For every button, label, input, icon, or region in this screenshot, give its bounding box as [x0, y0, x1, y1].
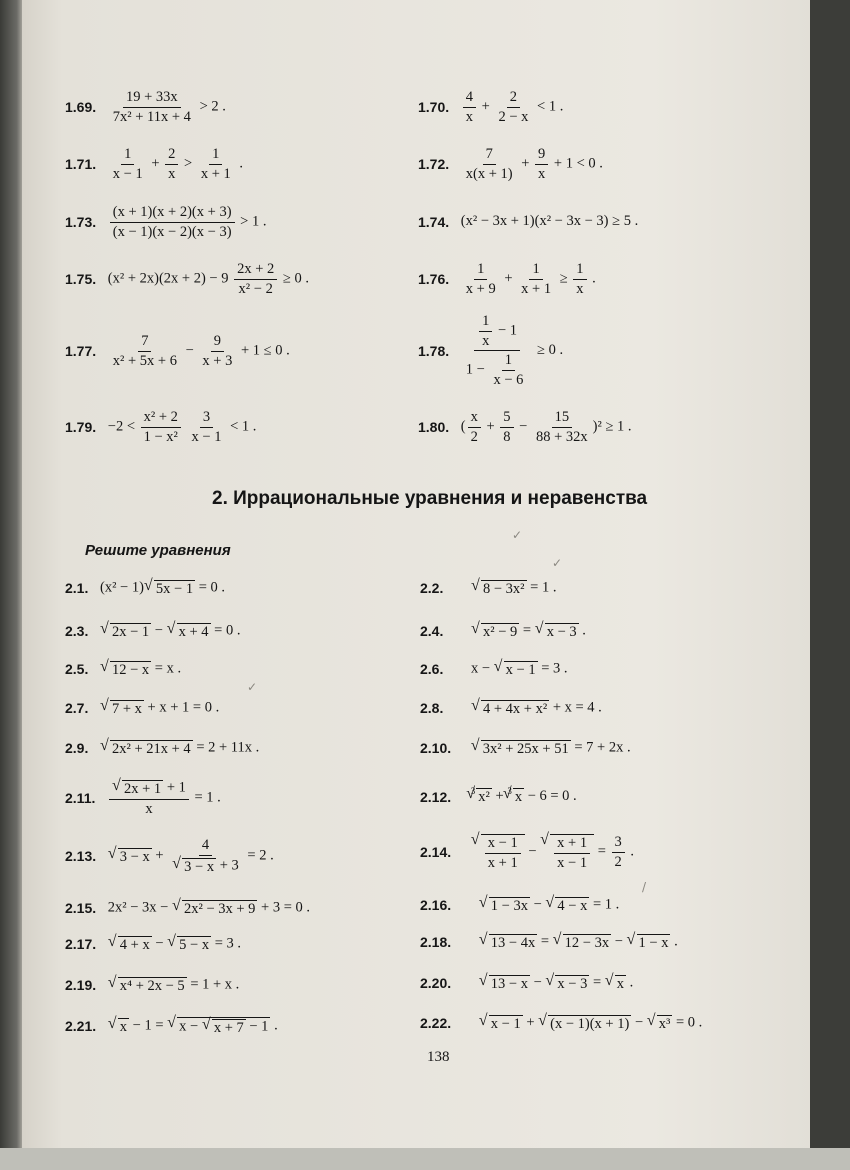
section-title: 2. Иррациональные уравнения и неравенства: [212, 488, 648, 509]
problem-number: 2.14.: [420, 844, 452, 860]
square-root: √ x: [605, 975, 626, 992]
fraction: $\frac{3}{2}$: [612, 835, 625, 869]
compound-fraction: $\frac{1}{x}$ − 1 1 − $\frac{1}{x - 6}$: [463, 314, 532, 387]
problem-number: 1.71.: [65, 156, 97, 172]
problem-1-78: 1.78. $\frac{1}{x}$ − 1 1 − $\frac{1}{x - 6}$ ≥ 0 .: [418, 313, 564, 388]
problem-1-73: 1.73. $\frac{(x + 1)(x + 2)(x + 3)}{(x - 1)(x - 2)(x - 3)}$ > 1 .: [65, 204, 267, 240]
fraction: $\frac{x}{2}$: [468, 410, 481, 444]
problem-1-77: 1.77. $\frac{7}{\text{x² + 5x + 6}}$ − $\frac{9}{x + 3}$ + 1 ≤ 0 .: [65, 333, 290, 369]
problem-2-3: 2.3. √ 2x − 1 − √ x + 4 = 0 .: [65, 623, 240, 640]
problem-number: 1.80.: [418, 419, 450, 435]
problem-1-72: 1.72. $\frac{7}{x(x + 1)}$ + $\frac{9}{x}$ + 1 < 0 .: [418, 146, 603, 182]
fraction: $\frac{7}{x(x + 1)}$: [465, 146, 513, 182]
fraction: $\frac{(x + 1)(x + 2)(x + 3)}{(x - 1)(x - 2)(x - 3)}$: [110, 205, 235, 239]
square-root: √ x − 3: [545, 975, 589, 992]
problem-number: 2.9.: [65, 740, 89, 757]
problem-number: 2.16.: [420, 897, 452, 914]
square-root: √ 2x + 1: [112, 780, 163, 797]
problem-2-13: 2.13. √ 3 − x + 4 √ 3 − x + 3 = 2 .: [65, 838, 274, 874]
pencil-check-mark: ✓: [552, 556, 563, 570]
fraction: $\frac{1}{x}$: [573, 262, 586, 296]
problem-number: 2.18.: [420, 934, 452, 951]
square-root: √ 2x² − 3x + 9: [172, 900, 257, 917]
square-root: √ x + 7: [202, 1019, 246, 1036]
pencil-check-mark: ✓: [247, 680, 258, 694]
fraction: $\frac{1}{x - 1}$: [112, 146, 143, 182]
pencil-check-mark: /: [642, 880, 647, 894]
fraction: $\frac{5}{8}$: [500, 410, 513, 444]
problem-number: 2.5.: [65, 661, 89, 678]
problem-number: 2.8.: [420, 700, 444, 717]
problem-number: 2.2.: [420, 580, 444, 597]
cube-root: √ x: [503, 788, 524, 805]
square-root: √ 13 − 4x: [479, 934, 537, 951]
problem-number: 1.73.: [65, 214, 97, 230]
square-root: √ 12 − x: [100, 661, 151, 678]
problem-number: 2.19.: [65, 977, 97, 994]
fraction: √ $\frac{2x + 1 + 1}{x}$: [109, 780, 189, 816]
fraction: √ $\frac{x - 1}{x + 1}$: [485, 836, 521, 870]
fraction: $\frac{2}{x}$: [165, 147, 178, 181]
square-root: √ 3 − x: [172, 858, 216, 875]
fraction: $\frac{19 + 33x}{\text{7x² + 11x + 4}}$: [112, 89, 191, 125]
square-root: √ x⁴ + 2x − 5: [108, 977, 187, 994]
square-root: √ 5 − x: [167, 936, 211, 953]
problem-number: 1.69.: [65, 99, 97, 115]
square-root: [471, 834, 525, 870]
problem-2-16: 2.16. √ 1 − 3x − √ 4 − x = 1 .: [420, 897, 619, 914]
fraction: $\frac{7}{\text{x² + 5x + 6}}$: [112, 333, 177, 369]
square-root: √ 13 − x: [479, 975, 530, 992]
problem-1-74: 1.74. (x² − 3x + 1)(x² − 3x − 3) ≥ 5 .: [418, 213, 639, 230]
problem-number: 2.12.: [420, 788, 452, 805]
problem-number: 2.20.: [420, 975, 452, 992]
square-root: √ 4 + x: [108, 936, 152, 953]
fraction: $\frac{1}{x}$: [479, 314, 492, 348]
square-root: √ 2x − 1: [100, 623, 151, 640]
square-root: [540, 834, 594, 870]
square-root: √ 4 − x: [545, 897, 589, 914]
square-root: √ (x − 1)(x + 1): [538, 1015, 631, 1032]
problem-number: 1.78.: [418, 342, 450, 359]
problem-number: 1.79.: [65, 419, 97, 435]
page-number: 138: [427, 1049, 450, 1065]
square-root: √ x − 3: [535, 623, 579, 640]
square-root: √ 3 − x: [108, 848, 152, 865]
problem-1-75: 1.75. (x² + 2x)(2x + 2) − 9 $\frac{2x + 2}{\text{x² − 2}}$ ≥ 0 .: [65, 261, 309, 297]
fraction: $\frac{2x + 2}{\text{x² − 2}}$: [234, 262, 277, 296]
square-root: √ x: [108, 1018, 129, 1035]
problem-2-14: 2.14. √ $\frac{x - 1}{x + 1}$ − √ $\frac{x + 1}{x - 1}$ = $\frac{3}{2}$ .: [420, 834, 634, 870]
problem-number: 1.74.: [418, 213, 450, 230]
problem-1-80: 1.80. ( $\frac{x}{2}$ + $\frac{5}{8}$ − $\frac{15}{88 + 32x}$ )² ≥ 1 .: [418, 409, 632, 445]
fraction: $\frac{1}{x + 1}$: [521, 261, 552, 297]
problem-1-69: 1.69. $\frac{19 + 33x}{\text{7x² + 11x + 4}}$ > 2 .: [65, 89, 226, 125]
problem-number: 2.6.: [420, 661, 444, 678]
problem-number: 2.10.: [420, 740, 452, 757]
fraction: $\frac{1}{x + 1}$: [200, 146, 231, 182]
problem-number: 2.1.: [65, 580, 89, 597]
problem-number: 1.75.: [65, 271, 97, 287]
problem-1-76: 1.76. $\frac{1}{x + 9}$ + $\frac{1}{x + 1}$ ≥ $\frac{1}{x}$ .: [418, 261, 596, 297]
problem-number: 2.11.: [65, 790, 96, 806]
problem-number: 1.70.: [418, 99, 450, 115]
fraction: $\frac{1}{x + 9}$: [465, 261, 496, 297]
problem-2-2: 2.2. √ 8 − 3x² = 1 .: [420, 580, 556, 597]
problem-number: 1.76.: [418, 271, 450, 287]
problem-2-19: 2.19. √ x⁴ + 2x − 5 = 1 + x .: [65, 977, 239, 994]
problem-number: 2.22.: [420, 1015, 452, 1032]
scanner-bed: [0, 1148, 850, 1170]
problem-2-10: 2.10. √ 3x² + 25x + 51 = 7 + 2x .: [420, 740, 631, 757]
square-root: √ x³: [647, 1015, 673, 1032]
fraction: $\frac{15}{88 + 32x}$: [535, 409, 588, 445]
fraction: $\frac{\text{x² + 2}}{\text{1 − x²}}$: [141, 410, 181, 444]
pencil-check-mark: ✓: [512, 528, 523, 542]
problem-2-17: 2.17. √ 4 + x − √ 5 − x = 3 .: [65, 936, 241, 953]
problem-number: 1.72.: [418, 156, 450, 172]
problem-1-71: 1.71. $\frac{1}{x - 1}$ + $\frac{2}{x}$ > $\frac{1}{x + 1}$ .: [65, 146, 244, 182]
square-root: √ x − 1: [479, 1015, 523, 1032]
problem-2-21: 2.21. √ x − 1 = √ x − √ x + 7 − 1 .: [65, 1017, 278, 1036]
problem-2-6: 2.6. x − √ x − 1 = 3 .: [420, 661, 568, 678]
problem-2-12: 2.12. $^3$√ x² + $^3$√ x − 6 = 0 .: [420, 787, 577, 805]
problem-2-5: 2.5. √ 12 − x = x .: [65, 661, 181, 678]
square-root: √ 1 − 3x: [479, 897, 530, 914]
problem-2-15: 2.15. 2x² − 3x − √ 2x² − 3x + 9 + 3 = 0 .: [65, 900, 310, 917]
problem-number: 2.13.: [65, 848, 97, 864]
problem-1-70: 1.70. $\frac{4}{x}$ + $\frac{2}{2 - x}$ < 1 .: [418, 89, 564, 125]
square-root: √ 12 − 3x: [553, 934, 611, 951]
fraction: √ $\frac{x + 1}{x - 1}$: [554, 836, 590, 870]
square-root: √ 3x² + 25x + 51: [471, 740, 571, 757]
problem-2-18: 2.18. √ 13 − 4x = √ 12 − 3x − √ 1 − x .: [420, 934, 678, 951]
square-root: √ 8 − 3x²: [471, 580, 527, 597]
book-binding-shadow: [0, 0, 24, 1150]
problem-2-11: 2.11. √ $\frac{2x + 1 + 1}{x}$ = 1 .: [65, 780, 221, 816]
square-root: √ x² − 9: [471, 623, 519, 640]
problem-1-79: 1.79. −2 < $\frac{\text{x² + 2}}{\text{1 − x²}}$ $\frac{3}{x - 1}$ < 1 .: [65, 409, 257, 445]
fraction: $\frac{2}{2 - x}$: [498, 89, 529, 125]
square-root: √ 5x − 1: [144, 580, 195, 597]
fraction: $\frac{3}{x - 1}$: [191, 409, 222, 445]
problem-2-20: 2.20. √ 13 − x − √ x − 3 = √ x .: [420, 975, 633, 992]
problem-number: 1.77.: [65, 343, 97, 359]
problem-2-9: 2.9. √ 2x² + 21x + 4 = 2 + 11x .: [65, 740, 259, 757]
square-root: √ 7 + x: [100, 700, 144, 717]
problem-2-4: 2.4. √ x² − 9 = √ x − 3 .: [420, 623, 586, 640]
square-root: √ 1 − x: [627, 934, 671, 951]
square-root: √ x − 1: [494, 661, 538, 678]
problem-2-7: 2.7. √ 7 + x + x + 1 = 0 .: [65, 700, 219, 717]
problem-number: 2.21.: [65, 1018, 97, 1035]
fraction: $\frac{9}{x}$: [535, 147, 548, 181]
problem-2-8: 2.8. √ 4 + 4x + x² + x = 4 .: [420, 700, 602, 717]
fraction: $\frac{9}{x + 3}$: [202, 333, 233, 369]
problem-number: 2.17.: [65, 936, 97, 953]
subheading: Решите уравнения: [85, 542, 231, 559]
square-root: √ x − √ x + 7 − 1: [167, 1017, 270, 1036]
fraction: $\frac{4}{x}$: [463, 90, 476, 124]
square-root: √ x + 4: [167, 623, 211, 640]
problem-number: 2.15.: [65, 900, 97, 917]
problem-2-1: 2.1. (x² − 1)√ 5x − 1 = 0 .: [65, 580, 225, 597]
problem-number: 2.4.: [420, 623, 444, 640]
fraction: 4 √ 3 − x + 3: [169, 838, 242, 874]
fraction: $\frac{1}{x - 6}$: [493, 352, 524, 388]
square-root: √ 2x² + 21x + 4: [100, 740, 193, 757]
problem-number: 2.7.: [65, 700, 89, 717]
problem-2-22: 2.22. √ x − 1 + √ (x − 1)(x + 1) − √ x³ = 0 .: [420, 1015, 702, 1032]
square-root: √ 4 + 4x + x²: [471, 700, 549, 717]
problem-number: 2.3.: [65, 623, 89, 640]
cube-root: √ x²: [466, 788, 492, 805]
